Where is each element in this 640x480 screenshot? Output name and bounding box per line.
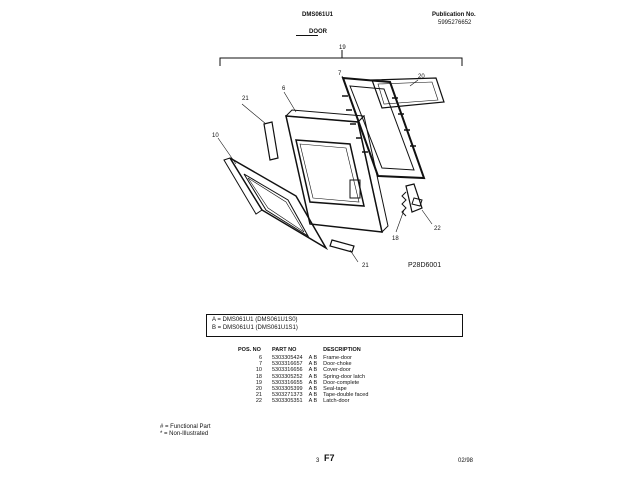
description: Door-complete <box>323 379 360 386</box>
model-codes: A B <box>308 373 318 380</box>
callout-21-lower: 21 <box>362 263 369 269</box>
legend-line-a: A = DMS061U1 (DMS061U1S0) <box>212 317 298 323</box>
description: Cover-door <box>323 367 351 374</box>
cover-door-part <box>230 158 326 248</box>
pos-no: 19 <box>255 379 262 386</box>
description: Latch-door <box>323 398 350 405</box>
pos-no: 6 <box>258 355 262 361</box>
model-codes: A B <box>308 386 318 393</box>
note-non-illustrated: * = Non-Illustrated <box>160 431 209 437</box>
callout-21-upper: 21 <box>242 96 249 102</box>
model-codes: A B <box>308 398 318 405</box>
description: Door-choke <box>323 361 352 368</box>
model-codes: A B <box>308 367 318 374</box>
callout-20: 20 <box>418 74 425 80</box>
model-codes: A B <box>308 361 318 368</box>
publication-number: 5995276652 <box>438 20 472 26</box>
part-no: 5303305252 <box>272 373 303 380</box>
col-part-no: PART NO <box>272 347 297 353</box>
model-legend-box <box>206 314 463 337</box>
revision-date: 02/98 <box>458 458 474 464</box>
page-number: 3 <box>316 458 320 464</box>
parts-table-header <box>238 347 374 355</box>
model-codes: A B <box>308 392 318 399</box>
col-description: DESCRIPTION <box>323 347 361 353</box>
model-codes: A B <box>308 379 318 386</box>
exploded-door-diagram <box>200 40 480 280</box>
seal-tape-part <box>372 78 444 108</box>
callout-22: 22 <box>434 226 441 232</box>
part-no: 5303305351 <box>272 398 303 405</box>
callout-7: 7 <box>338 71 342 77</box>
pos-no: 7 <box>258 361 262 368</box>
tape-strip-upper <box>264 122 278 160</box>
pos-no: 18 <box>255 373 262 380</box>
description: Seal-tape <box>323 386 347 393</box>
pos-no: 21 <box>255 392 262 399</box>
description: Tape-double faced <box>323 392 369 399</box>
table-row <box>238 398 374 404</box>
section-title: DOOR <box>309 29 327 35</box>
notes <box>160 424 211 438</box>
col-models <box>309 347 324 355</box>
spring-door-latch-part <box>402 192 406 216</box>
model-codes: A B <box>308 355 318 361</box>
figure-number: F7 <box>324 453 335 463</box>
description: Spring-door latch <box>323 373 366 380</box>
part-no: 5303316655 <box>272 379 303 386</box>
note-functional: # = Functional Part <box>160 424 211 430</box>
model-number: DMS061U1 <box>302 12 334 18</box>
description: Frame-door <box>323 355 352 361</box>
part-no: 5303316657 <box>272 361 303 368</box>
assembly-bracket <box>220 58 462 66</box>
legend-line-b: B = DMS061U1 (DMS061U1S1) <box>212 325 298 331</box>
callout-6: 6 <box>282 86 286 92</box>
part-no: 5303305424 <box>272 355 303 361</box>
callout-18: 18 <box>392 236 399 242</box>
drawing-number: P28D6001 <box>408 262 442 269</box>
col-pos-no: POS. NO <box>238 347 261 353</box>
callout-19: 19 <box>339 45 346 51</box>
part-no: 5303271373 <box>272 392 303 399</box>
parts-table <box>238 347 374 405</box>
part-no: 5303316656 <box>272 367 303 374</box>
section-underline <box>296 35 318 36</box>
publication-label: Publication No. <box>432 12 476 18</box>
pos-no: 20 <box>255 386 262 393</box>
callout-10: 10 <box>212 133 219 139</box>
part-no: 5303305399 <box>272 386 303 393</box>
pos-no: 10 <box>255 367 262 374</box>
pos-no: 22 <box>255 398 262 405</box>
